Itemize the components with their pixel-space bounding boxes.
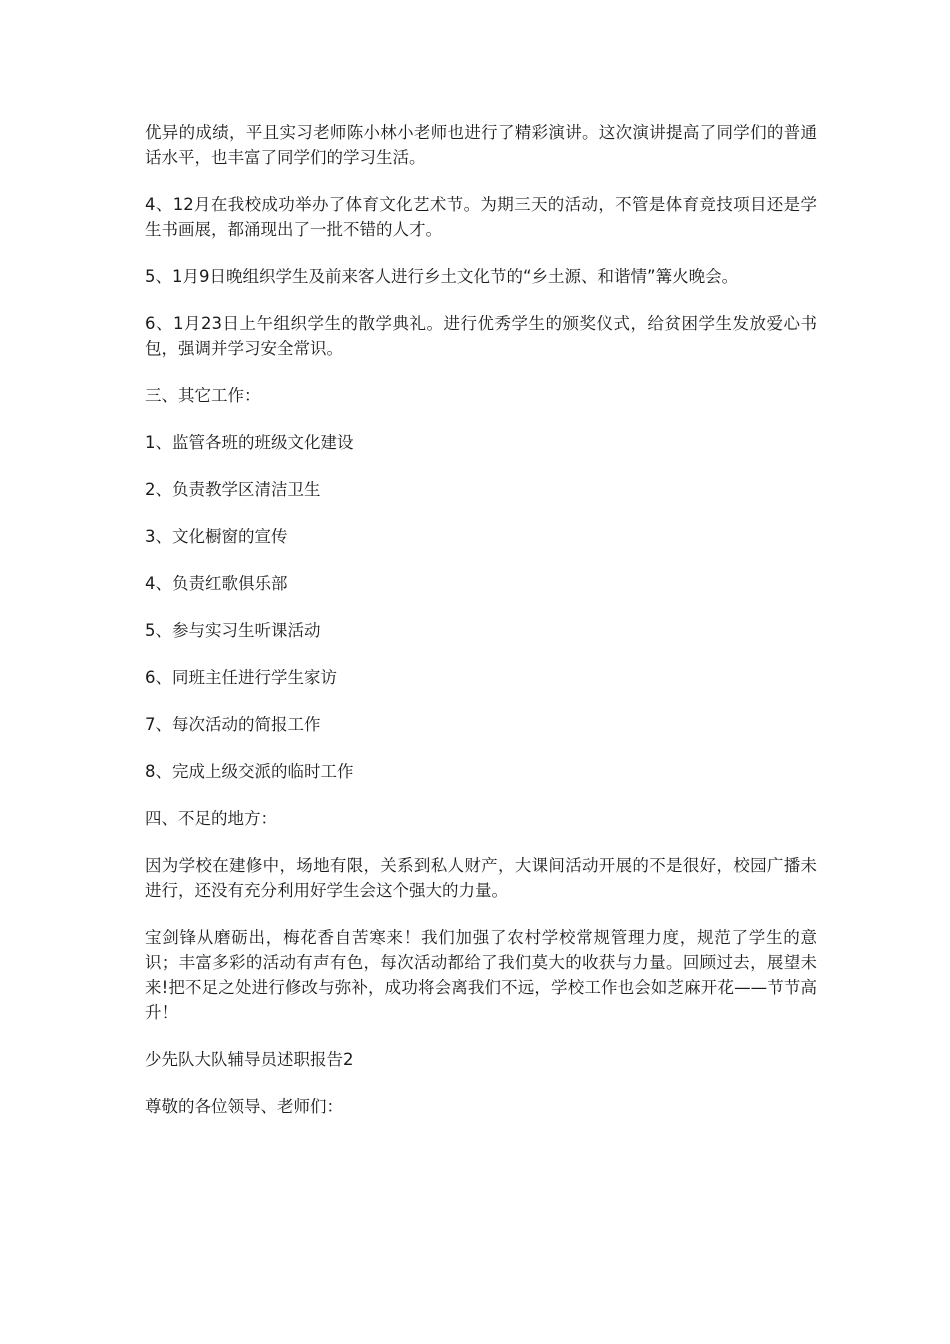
list-item-other-work-7: 7、每次活动的简报工作 [145,715,321,734]
section-heading-shortcomings: 四、不足的地方： [145,809,277,828]
report-title-2: 少先队大队辅导员述职报告2 [145,1050,354,1069]
list-item-other-work-4: 4、负责红歌俱乐部 [145,574,288,593]
paragraph-item-5-bonfire-party: 5、1月9日晚组织学生及前来客人进行乡土文化节的“乡土源、和谐情”篝火晚会。 [145,267,739,286]
list-item-other-work-2: 2、负责教学区清洁卫生 [145,480,321,499]
list-item-other-work-3: 3、文化橱窗的宣传 [145,527,288,546]
list-item-other-work-5: 5、参与实习生听课活动 [145,621,321,640]
list-item-other-work-6: 6、同班主任进行学生家访 [145,668,337,687]
section-heading-other-work: 三、其它工作： [145,386,261,405]
document-body [145,120,817,1141]
paragraph-item-6-closing-ceremony: 6、1月23日上午组织学生的散学典礼。进行优秀学生的颁奖仪式，给贫困学生发放爱心书包，强调并学习安全常识。 [145,314,817,358]
list-item-other-work-1: 1、监管各班的班级文化建设 [145,433,354,452]
paragraph-item-4-arts-festival: 4、12月在我校成功举办了体育文化艺术节。为期三天的活动，不管是体育竞技项目还是学生书画展，都涌现出了一批不错的人才。 [145,195,817,239]
paragraph-conclusion: 宝剑锋从磨砺出，梅花香自苦寒来！我们加强了农村学校常规管理力度，规范了学生的意识；丰富多彩的活动有声有色，每次活动都给了我们莫大的收获与力量。回顾过去，展望未来!把不足之处进行修改与弥补，成功将会离我们不远，学校工作也会如芝麻开花——节节高升！ [145,928,817,1022]
paragraph-achievement-continued: 优异的成绩，平且实习老师陈小林小老师也进行了精彩演讲。这次演讲提高了同学们的普通话水平，也丰富了同学们的学习生活。 [145,123,817,167]
salutation: 尊敬的各位领导、老师们： [145,1097,343,1116]
list-item-other-work-8: 8、完成上级交派的临时工作 [145,762,354,781]
paragraph-shortcomings: 因为学校在建修中，场地有限，关系到私人财产，大课间活动开展的不是很好，校园广播未进行，还没有充分利用好学生会这个强大的力量。 [145,856,817,900]
